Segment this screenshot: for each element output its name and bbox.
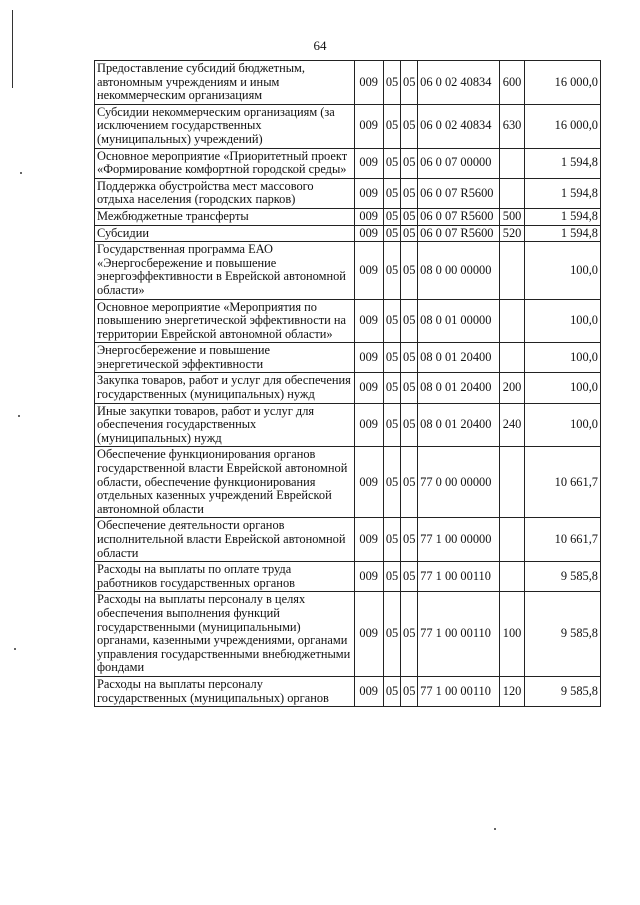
section-code-cell: 05 [383,676,400,706]
amount-cell: 9 585,8 [525,592,601,677]
table-row [95,225,601,242]
amount-cell: 100,0 [525,373,601,403]
target-article-cell: 08 0 01 00000 [418,299,500,343]
row-name-cell: Расходы на выплаты персоналу государственных (муниципальных) органов [95,676,355,706]
row-name-cell: Иные закупки товаров, работ и услуг для обеспечения государственных (муниципальных) нужд [95,403,355,447]
expense-type-cell [499,242,524,299]
section-code-cell: 05 [383,61,400,105]
amount-cell: 1 594,8 [525,225,601,242]
target-article-cell: 06 0 07 R5600 [418,208,500,225]
subsection-code-cell: 05 [401,518,418,562]
table-row [95,447,601,518]
scan-speck [494,828,496,830]
grbs-code-cell: 009 [354,373,383,403]
section-code-cell: 05 [383,403,400,447]
subsection-code-cell: 05 [401,299,418,343]
target-article-cell: 06 0 02 40834 [418,104,500,148]
amount-cell: 9 585,8 [525,562,601,592]
table-row [95,562,601,592]
section-code-cell: 05 [383,148,400,178]
section-code-cell: 05 [383,447,400,518]
table-row [95,592,601,677]
grbs-code-cell: 009 [354,403,383,447]
row-name-cell: Обеспечение деятельности органов исполнительной власти Еврейской автономной области [95,518,355,562]
amount-cell: 9 585,8 [525,676,601,706]
table-row [95,299,601,343]
section-code-cell: 05 [383,242,400,299]
table-row [95,676,601,706]
budget-table [94,60,601,707]
grbs-code-cell: 009 [354,208,383,225]
expense-type-cell: 630 [499,104,524,148]
row-name-cell: Поддержка обустройства мест массового отдыха населения (городских парков) [95,178,355,208]
row-name-cell: Расходы на выплаты персоналу в целях обеспечения выполнения функций государственными (муниципальными) органами, казенными учреждениями, органами управления государственными внебюджетными фондами [95,592,355,677]
row-name-cell: Основное мероприятие «Мероприятия по повышению энергетической эффективности на территории Еврейской автономной области» [95,299,355,343]
row-name-cell: Межбюджетные трансферты [95,208,355,225]
grbs-code-cell: 009 [354,242,383,299]
target-article-cell: 77 1 00 00110 [418,562,500,592]
subsection-code-cell: 05 [401,178,418,208]
expense-type-cell [499,148,524,178]
expense-type-cell: 200 [499,373,524,403]
grbs-code-cell: 009 [354,518,383,562]
row-name-cell: Государственная программа ЕАО «Энергосбережение и повышение энергоэффективности в Еврейской автономной области» [95,242,355,299]
subsection-code-cell: 05 [401,242,418,299]
table-row [95,104,601,148]
scan-speck [14,648,16,650]
target-article-cell: 08 0 01 20400 [418,373,500,403]
expense-type-cell: 100 [499,592,524,677]
table-row [95,208,601,225]
amount-cell: 100,0 [525,343,601,373]
section-code-cell: 05 [383,343,400,373]
target-article-cell: 06 0 07 R5600 [418,178,500,208]
section-code-cell: 05 [383,373,400,403]
expense-type-cell [499,343,524,373]
expense-type-cell: 500 [499,208,524,225]
grbs-code-cell: 009 [354,178,383,208]
expense-type-cell: 600 [499,61,524,105]
table-row [95,178,601,208]
grbs-code-cell: 009 [354,299,383,343]
target-article-cell: 08 0 00 00000 [418,242,500,299]
amount-cell: 16 000,0 [525,104,601,148]
grbs-code-cell: 009 [354,562,383,592]
expense-type-cell: 520 [499,225,524,242]
target-article-cell: 06 0 02 40834 [418,61,500,105]
amount-cell: 10 661,7 [525,447,601,518]
scan-speck [20,172,22,174]
table-row [95,373,601,403]
target-article-cell: 08 0 01 20400 [418,343,500,373]
grbs-code-cell: 009 [354,676,383,706]
section-code-cell: 05 [383,104,400,148]
page-number: 64 [313,38,327,53]
target-article-cell: 08 0 01 20400 [418,403,500,447]
table-row [95,403,601,447]
subsection-code-cell: 05 [401,592,418,677]
expense-type-cell [499,447,524,518]
subsection-code-cell: 05 [401,676,418,706]
expense-type-cell: 240 [499,403,524,447]
amount-cell: 1 594,8 [525,208,601,225]
subsection-code-cell: 05 [401,447,418,518]
subsection-code-cell: 05 [401,562,418,592]
amount-cell: 1 594,8 [525,148,601,178]
expense-type-cell [499,299,524,343]
subsection-code-cell: 05 [401,373,418,403]
section-code-cell: 05 [383,562,400,592]
grbs-code-cell: 009 [354,225,383,242]
target-article-cell: 77 1 00 00000 [418,518,500,562]
grbs-code-cell: 009 [354,343,383,373]
target-article-cell: 06 0 07 00000 [418,148,500,178]
row-name-cell: Субсидии некоммерческим организациям (за исключением государственных (муниципальных) учреждений) [95,104,355,148]
section-code-cell: 05 [383,518,400,562]
table-row [95,61,601,105]
expense-type-cell [499,562,524,592]
row-name-cell: Основное мероприятие «Приоритетный проект «Формирование комфортной городской среды» [95,148,355,178]
scan-speck [18,415,20,417]
subsection-code-cell: 05 [401,148,418,178]
section-code-cell: 05 [383,208,400,225]
table-row [95,148,601,178]
subsection-code-cell: 05 [401,61,418,105]
target-article-cell: 77 1 00 00110 [418,676,500,706]
row-name-cell: Расходы на выплаты по оплате труда работников государственных органов [95,562,355,592]
budget-table-body [95,61,601,707]
table-row [95,242,601,299]
section-code-cell: 05 [383,299,400,343]
amount-cell: 1 594,8 [525,178,601,208]
target-article-cell: 77 0 00 00000 [418,447,500,518]
table-row [95,343,601,373]
row-name-cell: Субсидии [95,225,355,242]
grbs-code-cell: 009 [354,447,383,518]
table-row [95,518,601,562]
row-name-cell: Обеспечение функционирования органов государственной власти Еврейской автономной области, обеспечение функционирования отдельных казенных учреждений Еврейской автономной области [95,447,355,518]
expense-type-cell [499,518,524,562]
row-name-cell: Энергосбережение и повышение энергетической эффективности [95,343,355,373]
row-name-cell: Предоставление субсидий бюджетным, автономным учреждениям и иным некоммерческим организациям [95,61,355,105]
section-code-cell: 05 [383,592,400,677]
section-code-cell: 05 [383,178,400,208]
amount-cell: 100,0 [525,403,601,447]
target-article-cell: 06 0 07 R5600 [418,225,500,242]
amount-cell: 16 000,0 [525,61,601,105]
expense-type-cell: 120 [499,676,524,706]
amount-cell: 100,0 [525,299,601,343]
subsection-code-cell: 05 [401,104,418,148]
section-code-cell: 05 [383,225,400,242]
grbs-code-cell: 009 [354,104,383,148]
grbs-code-cell: 009 [354,148,383,178]
grbs-code-cell: 009 [354,61,383,105]
target-article-cell: 77 1 00 00110 [418,592,500,677]
amount-cell: 10 661,7 [525,518,601,562]
subsection-code-cell: 05 [401,225,418,242]
subsection-code-cell: 05 [401,403,418,447]
subsection-code-cell: 05 [401,343,418,373]
amount-cell: 100,0 [525,242,601,299]
row-name-cell: Закупка товаров, работ и услуг для обеспечения государственных (муниципальных) нужд [95,373,355,403]
grbs-code-cell: 009 [354,592,383,677]
expense-type-cell [499,178,524,208]
subsection-code-cell: 05 [401,208,418,225]
